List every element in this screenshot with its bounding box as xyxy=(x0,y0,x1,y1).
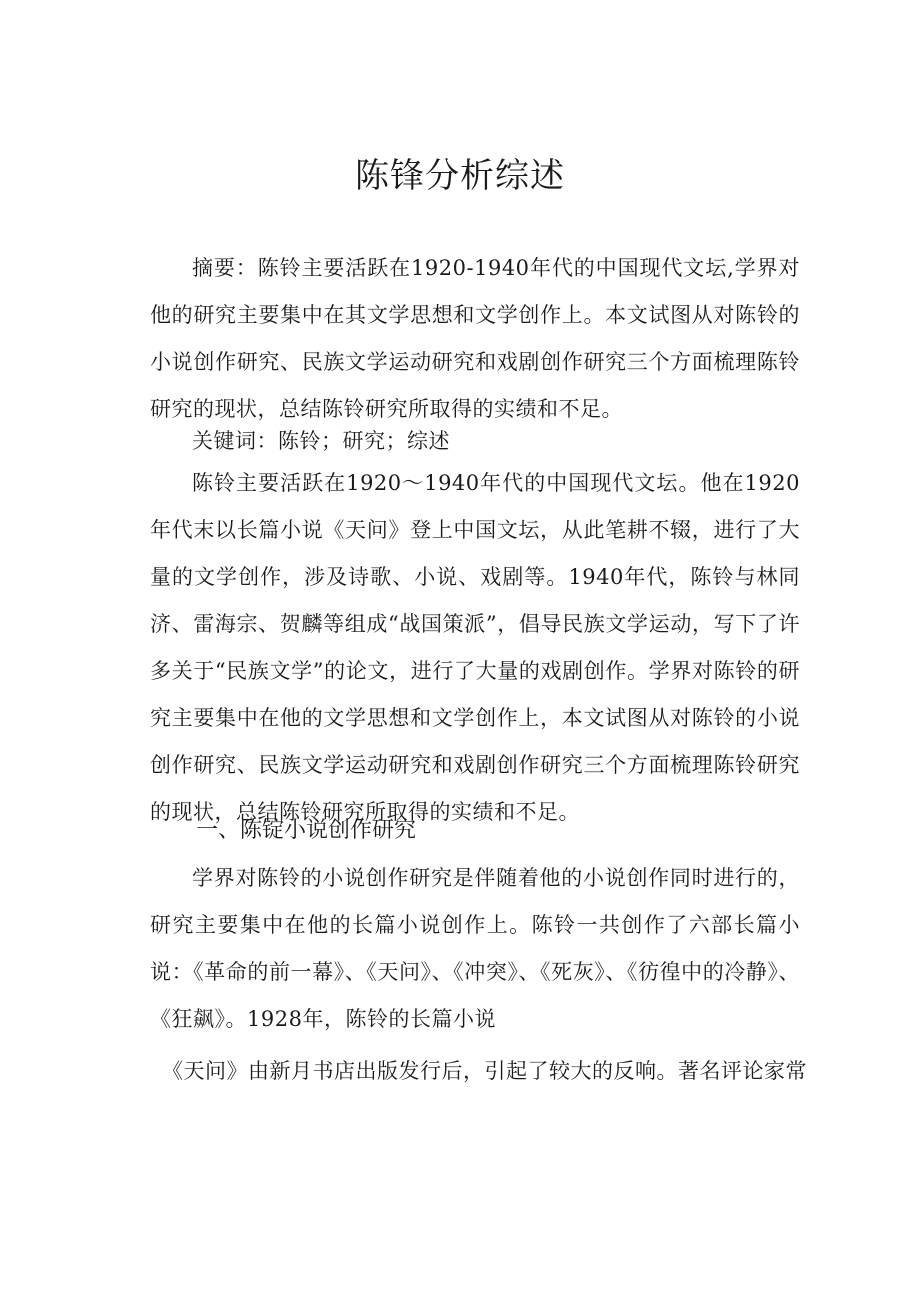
section-body-paragraph: 学界对陈铃的小说创作研究是伴随着他的小说创作同时进行的，研究主要集中在他的长篇小说创作上。陈铃一共创作了六部长篇小说：《革命的前一幕》、《天问》、《冲突》、《死灰》、《彷徨中的冷静》、《狂飙》。1928年，陈铃的长篇小说 xyxy=(150,866,800,1031)
section-heading: 一、陈锭小说创作研究 xyxy=(196,818,417,843)
continuation-paragraph: 《天问》由新月书店出版发行后，引起了较大的反响。著名评论家常 xyxy=(162,1059,807,1083)
intro-paragraph: 陈铃主要活跃在1920～1940年代的中国现代文坛。他在1920年代末以长篇小说《天问》登上中国文坛，从此笔耕不辍，进行了大量的文学创作，涉及诗歌、小说、戏剧等。1940年代，陈铃与林同济、雷海宗、贺麟等组成“战国策派”，倡导民族文学运动，写下了许多关于“民族文学”的论文，进行了大量的戏剧创作。学界对陈铃的研究主要集中在他的文学思想和文学创作上，本文试图从对陈铃的小说创作研究、民族文学运动研究和戏剧创作研究三个方面梳理陈铃研究的现状，总结陈铃研究所取得的实绩和不足。 xyxy=(150,471,800,824)
keywords-paragraph: 关键词：陈铃；研究；综述 xyxy=(192,429,450,453)
abstract-paragraph: 摘要：陈铃主要活跃在1920-1940年代的中国现代文坛,学界对他的研究主要集中在其文学思想和文学创作上。本文试图从对陈铃的小说创作研究、民族文学运动研究和戏剧创作研究三个方面梳理陈铃研究的现状，总结陈铃研究所取得的实绩和不足。 xyxy=(150,256,800,421)
document-title: 陈锋分析综述 xyxy=(355,156,565,196)
